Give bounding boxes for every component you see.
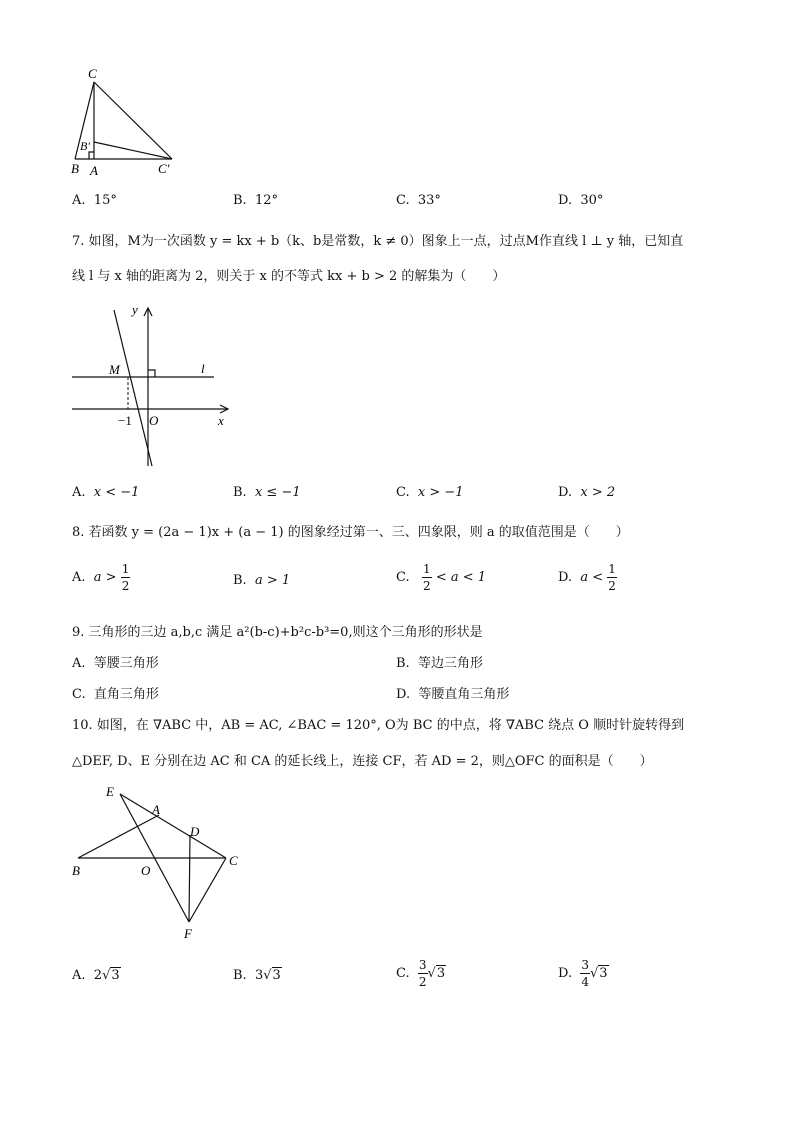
q10-option-c[interactable]: C. $\frac{3}{2}$ √3 — [396, 958, 446, 989]
q10-label-f: F — [184, 926, 192, 941]
q6-option-b[interactable]: B. 12° — [233, 193, 278, 208]
sqrt-symbol: √3 — [590, 966, 608, 981]
q7-graph-figure — [70, 298, 240, 470]
q9-stem: 9. 三角形的三边 a,b,c 满足 a²(b-c)+b²c-b³=0,则这个三角形的形状是 — [72, 625, 483, 640]
q6-label-b-prime: B' — [80, 139, 90, 153]
q7-label-y: y — [132, 302, 138, 317]
q7-label-x: x — [218, 413, 224, 428]
q7-option-a[interactable]: A. x < −1 — [72, 485, 140, 500]
q6-option-d[interactable]: D. 30° — [558, 193, 604, 208]
q10-option-a[interactable]: A. 2√3 — [72, 968, 120, 983]
fraction: $\frac{3}{4}$ — [581, 958, 589, 989]
q8-option-d[interactable]: D. a < $\frac{1}{2}$ — [558, 562, 616, 593]
fraction: $\frac{3}{2}$ — [418, 958, 427, 989]
sqrt-symbol: √3 — [263, 968, 281, 983]
q6-label-c-prime: C' — [158, 161, 170, 176]
q10-label-a: A — [152, 802, 160, 817]
q7-option-c[interactable]: C. x > −1 — [396, 485, 464, 500]
q10-option-b[interactable]: B. 3√3 — [233, 968, 281, 983]
q9-option-c[interactable]: C. 直角三角形 — [72, 687, 159, 702]
q6-label-b: B — [71, 161, 79, 176]
fraction: $\frac{1}{2}$ — [423, 562, 431, 593]
q7-option-d[interactable]: D. x > 2 — [558, 485, 616, 500]
q9-option-a[interactable]: A. 等腰三角形 — [72, 656, 159, 671]
q8-option-b[interactable]: B. a > 1 — [233, 573, 291, 588]
q6-triangle-figure — [68, 62, 188, 180]
q8-stem: 8. 若函数 y = (2a − 1)x + (a − 1) 的图象经过第一、三、四象限，则 a 的取值范围是（ ） — [72, 525, 629, 540]
q10-rotation-figure — [66, 780, 256, 945]
q9-option-b[interactable]: B. 等边三角形 — [396, 656, 483, 671]
sqrt-symbol: √3 — [427, 966, 446, 981]
sqrt-symbol: √3 — [102, 968, 120, 983]
q10-label-c: C — [229, 853, 238, 868]
q7-label-m: M — [109, 362, 120, 377]
q8-option-a[interactable]: A. a > $\frac{1}{2}$ — [72, 562, 130, 593]
q7-stem-line-2: 线 l 与 x 轴的距离为 2，则关于 x 的不等式 kx + b > 2 的解集为（ ） — [72, 269, 506, 284]
q6-option-a[interactable]: A. 15° — [72, 193, 117, 208]
q7-label-l: l — [201, 361, 205, 376]
q8-option-c[interactable]: C. $\frac{1}{2}$ < a < 1 — [396, 562, 487, 593]
q10-option-d[interactable]: D. $\frac{3}{4}$ √3 — [558, 958, 608, 989]
q6-label-c: C — [88, 66, 97, 81]
q10-label-o: O — [141, 863, 151, 878]
q10-label-e: E — [106, 784, 114, 799]
q10-stem-line-2: △DEF, D、E 分别在边 AC 和 CA 的延长线上，连接 CF，若 AD = 2，则△OFC 的面积是（ ） — [72, 754, 653, 769]
q7-label-o: O — [149, 413, 159, 428]
fraction: $\frac{1}{2}$ — [121, 562, 130, 593]
q6-option-c[interactable]: C. 33° — [396, 193, 441, 208]
q6-label-a: A — [90, 163, 98, 178]
q10-stem-line-1: 10. 如图，在 ∇ABC 中，AB = AC, ∠BAC = 120°, O为 BC 的中点，将 ∇ABC 绕点 O 顺时针旋转得到 — [72, 718, 685, 733]
q7-option-b[interactable]: B. x ≤ −1 — [233, 485, 301, 500]
q10-label-b: B — [72, 863, 80, 878]
fraction: $\frac{1}{2}$ — [608, 562, 616, 593]
q9-option-d[interactable]: D. 等腰直角三角形 — [396, 687, 510, 702]
q7-label-minus-one: −1 — [118, 413, 132, 428]
q10-label-d: D — [190, 824, 200, 839]
q7-stem-line-1: 7. 如图，M为一次函数 y = kx + b（k、b是常数，k ≠ 0）图象上一点，过点M作直线 l ⊥ y 轴，已知直 — [72, 234, 684, 249]
